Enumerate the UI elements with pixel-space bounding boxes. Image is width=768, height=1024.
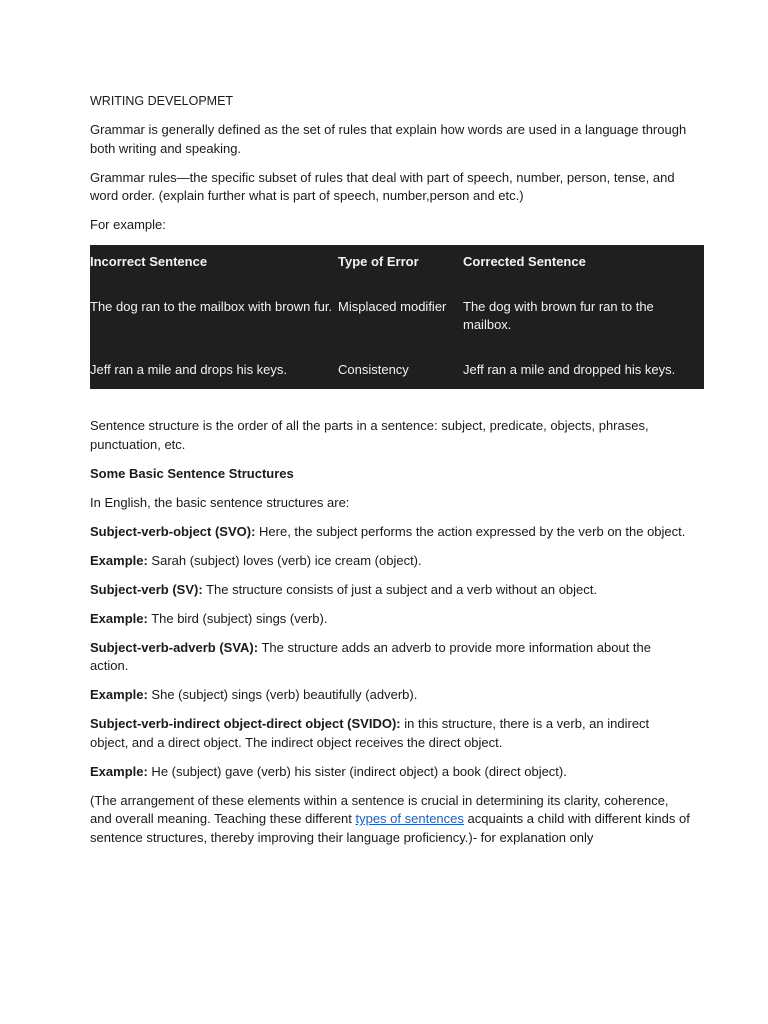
document-title: WRITING DEVELOPMET	[90, 94, 234, 108]
structure-item-svido	[90, 715, 690, 752]
types-of-sentences-link[interactable]: types of sentences	[355, 811, 464, 826]
structure-example-sva	[90, 686, 690, 705]
structure-label: Subject-verb (SV):	[90, 581, 203, 597]
structure-text: The structure adds an adverb to provide more information about the action.	[90, 639, 651, 673]
example-label: Example:	[90, 552, 148, 568]
structure-text: Here, the subject performs the action expressed by the verb on the object.	[255, 523, 686, 539]
intro-paragraph-1: Grammar is generally defined as the set of rules that explain how words are used in a language through both writing and speaking.	[90, 122, 687, 156]
structure-item-sv	[90, 581, 690, 600]
document-body	[90, 92, 690, 858]
structures-lead: In English, the basic sentence structures are:	[90, 494, 350, 510]
closing-text-after-link: acquaints a child with different kinds of sentence structures, thereby improving their language proficiency.)- for explanation only	[90, 811, 690, 845]
structure-example-svido	[90, 763, 690, 782]
structure-label: Subject-verb-object (SVO):	[90, 523, 256, 539]
structure-example-svo	[90, 552, 690, 571]
example-label: Example:	[90, 687, 148, 702]
example-text: Sarah (subject) loves (verb) ice cream (object).	[147, 552, 422, 568]
structure-definition: Sentence structure is the order of all the parts in a sentence: subject, predicate, objects, phrases, punctuation, etc.	[90, 418, 649, 452]
structures-subheading-text: Some Basic Sentence Structures	[90, 465, 294, 481]
example-text: He (subject) gave (verb) his sister (indirect object) a book (direct object).	[147, 763, 567, 779]
error-table	[90, 253, 704, 379]
table-cell-corrected: The dog with brown fur ran to the mailbox.	[463, 298, 654, 332]
table-cell-incorrect: Jeff ran a mile and drops his keys.	[90, 361, 288, 377]
structure-example-sv	[90, 610, 690, 629]
intro-paragraph-2: Grammar rules—the specific subset of rules that deal with part of speech, number, person, tense, and word order. (explain further what is part of speech, number,person and etc.)	[90, 169, 675, 203]
header-incorrect-sentence: Incorrect Sentence	[90, 254, 208, 269]
closing-paragraph	[90, 792, 690, 848]
grammar-error-table	[90, 245, 704, 389]
table-row	[90, 361, 704, 380]
structure-label: Subject-verb-adverb (SVA):	[90, 639, 259, 655]
example-label: Example:	[90, 763, 148, 779]
header-corrected-sentence: Corrected Sentence	[463, 254, 586, 269]
structure-text: The structure consists of just a subject and a verb without an object.	[202, 581, 597, 597]
table-cell-incorrect: The dog ran to the mailbox with brown fur.	[90, 298, 333, 314]
example-label: Example:	[90, 610, 148, 626]
table-row	[90, 298, 704, 361]
table-header-row	[90, 253, 704, 298]
closing-text-before-link: (The arrangement of these elements within a sentence is crucial in determining its clarity, coherence, and overall meaning. Teaching these different	[90, 792, 669, 826]
structure-item-sva	[90, 639, 690, 676]
example-text: She (subject) sings (verb) beautifully (adverb).	[147, 687, 418, 702]
header-type-of-error: Type of Error	[338, 254, 419, 269]
table-cell-corrected: Jeff ran a mile and dropped his keys.	[463, 361, 676, 377]
table-cell-error-type: Misplaced modifier	[338, 298, 447, 314]
structure-item-svo	[90, 523, 690, 542]
intro-paragraph-3: For example:	[90, 217, 166, 232]
structures-subheading	[90, 465, 690, 484]
structure-text: in this structure, there is a verb, an indirect object, and a direct object. The indirect object receives the direct object.	[90, 716, 650, 750]
table-cell-error-type: Consistency	[338, 361, 409, 377]
example-text: The bird (subject) sings (verb).	[147, 610, 328, 626]
structure-label: Subject-verb-indirect object-direct object (SVIDO):	[90, 716, 401, 731]
